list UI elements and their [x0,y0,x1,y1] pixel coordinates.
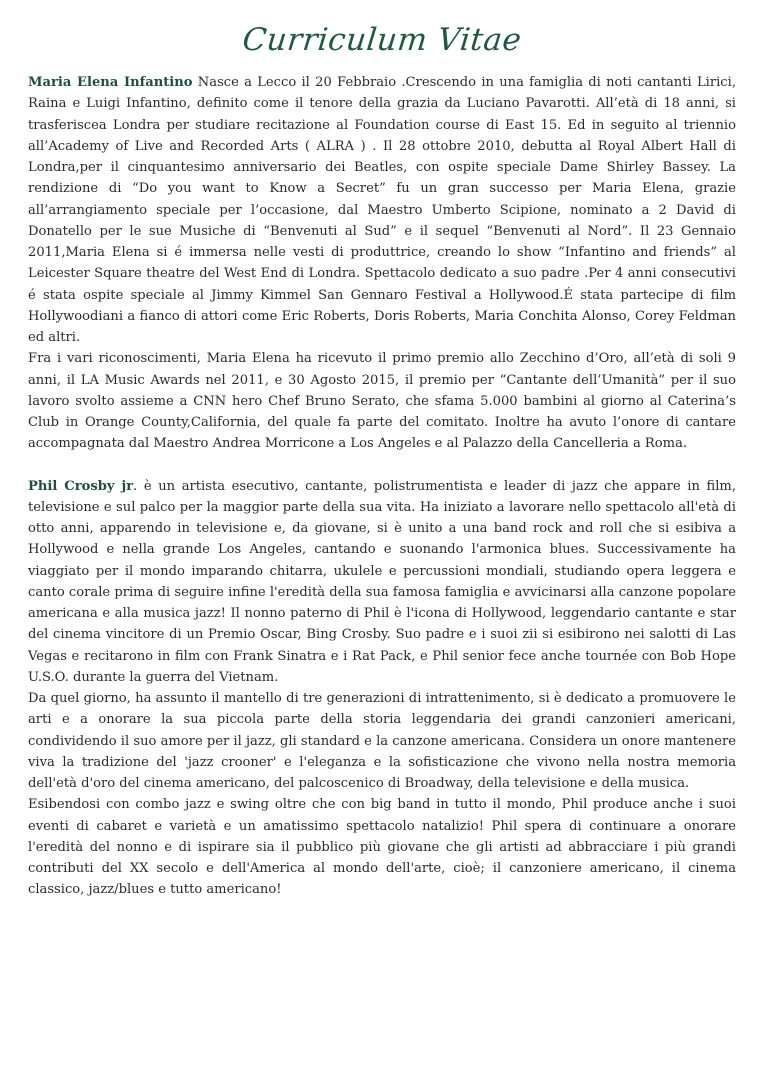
section-paragraph [28,476,736,689]
section-paragraph: Esibendosi con combo jazz e swing oltre che con big band in tutto il mondo, Phil produce anche i suoi eventi di cabaret e varietà e un amatissimo spettacolo natalizio! Phil spera di continuare a onorare l'eredità del nonno e di ispirare sia il pubblico più giovane che gli artisti ad abbracciare i più grandi contributi del XX secolo e dell'America al mondo dell'arte, cioè; il canzoniere americano, il cinema classico, jazz/blues e tutto americano! [28,797,736,898]
section-spacer [28,455,736,476]
page-title: Curriculum Vitae [240,22,524,58]
section-paragraph [28,72,736,348]
section-paragraph: Fra i vari riconoscimenti, Maria Elena ha ricevuto il primo premio allo Zecchino d’Oro, all’età di soli 9 anni, il LA Music Awards nel 2011, e 30 Agosto 2015, il premio per “Cantante dell’Umanità” per il suo lavoro svolto assieme a CNN hero Chef Bruno Serato, che sfama 5.000 bambini al giorno al Caterina’s Club in Orange County,California, del quale fa parte del comitato. Inoltre ha avuto l’onore di cantare accompagnata dal Maestro Andrea Morricone a Los Angeles e al Palazzo della Cancelleria a Roma. [28,351,736,452]
person-name: Maria Elena Infantino [28,75,193,90]
section-paragraph: Da quel giorno, ha assunto il mantello di tre generazioni di intrattenimento, si è dedicato a promuovere le arti e a onorare la sua piccola parte della storia leggendaria dei grandi canzonieri americani, condividendo il suo amore per il jazz, gli standard e la canzone americana. Considera un onore mantenere viva la tradizione del 'jazz crooner' e l'eleganza e la sofisticazione che vivono nella nostra memoria dell'età d'oro del cinema americano, del palcoscenico di Broadway, della televisione e della musica. [28,691,736,791]
person-name: Phil Crosby jr [28,478,134,494]
paragraph-text: . è un artista esecutivo, cantante, polistrumentista e leader di jazz che appare in film, televisione e sul palco per la maggior parte della sua vita. Ha iniziato a lavorare nello spettacolo all'età di otto anni, apparendo in televisione e, da giovane, si è unito a una band rock and roll che si esibiva a Hollywood e nella grande Los Angeles, cantando e suonando l'armonica blues. Successivamente ha viaggiato per il mondo imparando chitarra, ukulele e percussioni mondiali, studiando opera leggera e canto corale prima di seguire infine l'eredità della sua famosa famiglia e avvicinarsi alla canzone popolare americana e alla musica jazz! Il nonno paterno di Phil è l'icona di Hollywood, leggendario cantante e star del cinema vincitore di un Premio Oscar, Bing Crosby. Suo padre e i suoi zii si esibirono nei salotti di Las Vegas e recitarono in film con Frank Sinatra e i Rat Pack, e Phil senior fece anche tournée con Bob Hope U.S.O. durante la guerra del Vietnam. [28,478,736,685]
paragraph-text: Nasce a Lecco il 20 Febbraio .Crescendo in una famiglia di noti cantanti Lirici, Raina e Luigi Infantino, definito come il tenore della grazia da Luciano Pavarotti. All’età di 18 anni, si trasferiscea Londra per studiare recitazione al Foundation course di East 15. Ed in seguito al triennio all’Academy of Live and Recorded Arts ( ALRA ) . Il 28 ottobre 2010, debutta al Royal Albert Hall di Londra,per il cinquantesimo anniversario dei Beatles, con ospite speciale Dame Shirley Bassey. La rendizione di “Do you want to Know a Secret” fu un gran successo per Maria Elena, grazie all’arrangiamento speciale per l’occasione, dal Maestro Umberto Scipione, nominato a 2 David di Donatello per le sue Musiche di “Benvenuti al Sud” e il sequel “Benvenuti al Nord”. Il 23 Gennaio 2011,Maria Elena si é immersa nelle vesti di produttrice, creando lo show “Infantino and friends” al Leicester Square theatre del West End di Londra. Spettacolo dedicato a suo padre .Per 4 anni consecutivi é stata ospite speciale al Jimmy Kimmel San Gennaro Festival a Hollywood.É stata partecipe di film Hollywoodiani a fianco di attori come Eric Roberts, Doris Roberts, Maria Conchita Alonso, Corey Feldman ed altri. [28,75,736,345]
